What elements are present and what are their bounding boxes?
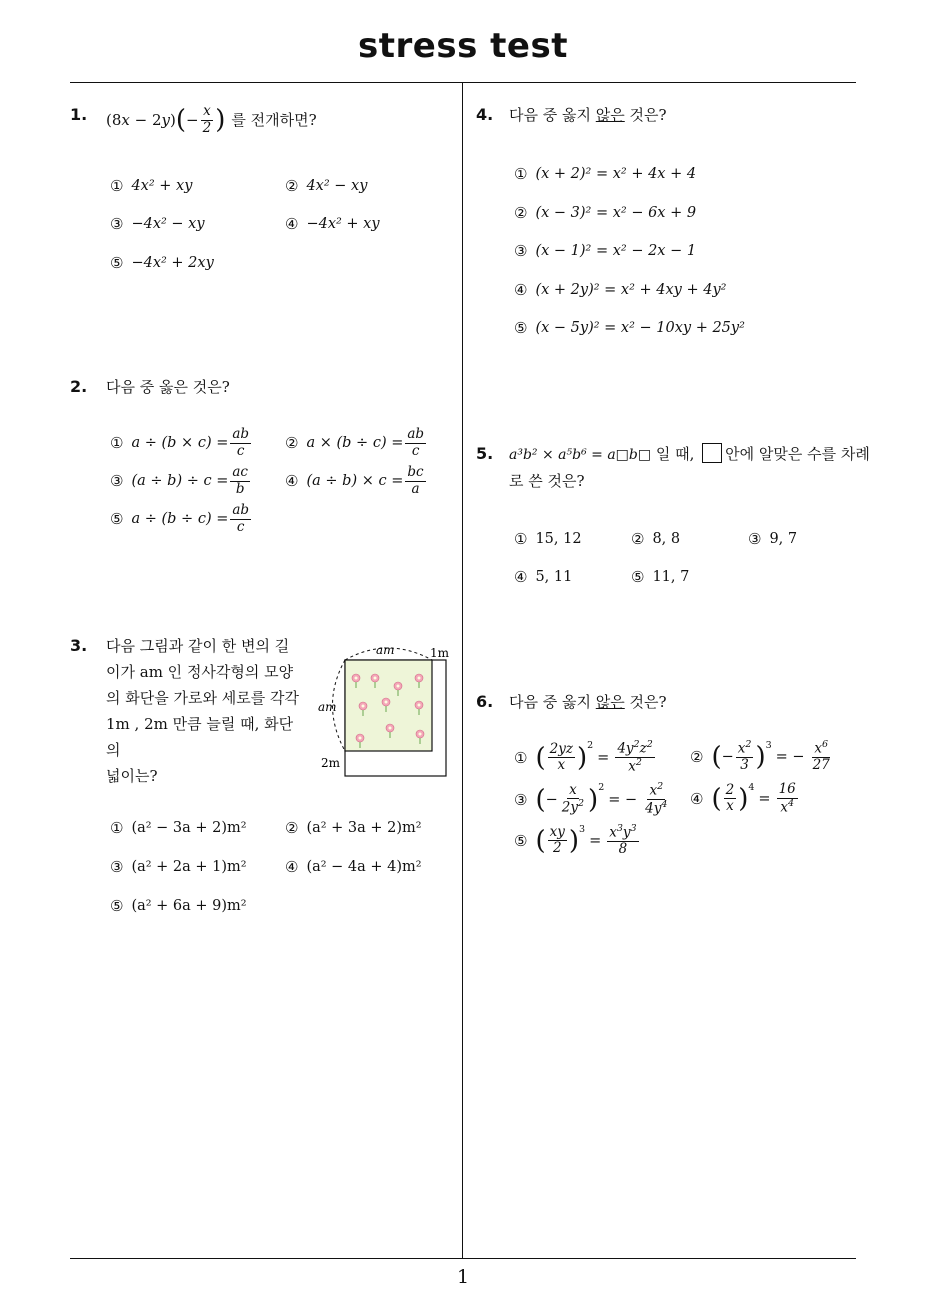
- option[interactable]: ② a × (b ÷ c) = $\frac{ab}{c}$: [285, 426, 425, 459]
- column-divider: [462, 83, 463, 1258]
- bottom-rule: [70, 1258, 856, 1259]
- question-number: 3.: [70, 636, 88, 655]
- label-right: 1m: [430, 646, 450, 660]
- option[interactable]: ① (a² − 3a + 2)m²: [110, 819, 247, 837]
- option[interactable]: ⑤ (x − 5y)² = x² − 10xy + 25y²: [514, 319, 745, 337]
- option[interactable]: ④ −4x² + xy: [285, 215, 380, 233]
- label-bottom-left: 2m: [321, 756, 341, 770]
- prompt-text: 를 전개하면?: [231, 111, 317, 130]
- option[interactable]: ① ( $\frac{2yz}{x}$ ) $^2$ = $\frac{4y^2z^2}{x^2}$: [514, 739, 653, 775]
- page-number: 1: [456, 1266, 470, 1288]
- option[interactable]: ⑤ 11, 7: [631, 568, 690, 586]
- option[interactable]: ⑤ (a² + 6a + 9)m²: [110, 897, 247, 915]
- question-prompt: 다음 중 옳은 것은?: [106, 378, 230, 396]
- blank-box: [702, 443, 722, 463]
- option[interactable]: ① (x + 2)² = x² + 4x + 4: [514, 165, 697, 183]
- option[interactable]: ③ ( − $\frac{x}{2y^2}$ ) $^2$ = − $\frac{x^2}{4y^4}$: [514, 781, 668, 817]
- option[interactable]: ③ −4x² − xy: [110, 215, 205, 233]
- option[interactable]: ② (a² + 3a + 2)m²: [285, 819, 422, 837]
- question-prompt: 다음 중 옳지 않은 것은?: [509, 693, 667, 711]
- option[interactable]: ④ (x + 2y)² = x² + 4xy + 4y²: [514, 281, 727, 299]
- option[interactable]: ③ (a² + 2a + 1)m²: [110, 858, 247, 876]
- option[interactable]: ② (x − 3)² = x² − 6x + 9: [514, 204, 697, 222]
- label-left: am: [318, 700, 337, 714]
- option[interactable]: ⑤ a ÷ (b ÷ c) = $\frac{ab}{c}$: [110, 502, 250, 535]
- option[interactable]: ② ( − $\frac{x^2}{3}$ ) $^3$ = − $\frac{x^6}{27}$: [690, 739, 830, 774]
- question-number: 6.: [476, 692, 494, 711]
- question-prompt: 다음 중 옳지 않은 것은?: [509, 106, 667, 124]
- option[interactable]: ⑤ −4x² + 2xy: [110, 254, 214, 272]
- question-number: 2.: [70, 377, 88, 396]
- option[interactable]: ⑤ ( $\frac{xy}{2}$ ) $^3$ = $\frac{x^3y^3}{8}$: [514, 823, 637, 858]
- option[interactable]: ① 15, 12: [514, 530, 582, 548]
- top-rule: [70, 82, 856, 83]
- option[interactable]: ④ (a² − 4a + 4)m²: [285, 858, 422, 876]
- question-number: 1.: [70, 105, 88, 124]
- option[interactable]: ④ 5, 11: [514, 568, 573, 586]
- option[interactable]: ④ ( $\frac{2}{x}$ ) $^4$ = $\frac{16}{x^4}$: [690, 781, 796, 816]
- option[interactable]: ④ (a ÷ b) × c = $\frac{bc}{a}$: [285, 464, 424, 497]
- option[interactable]: ① 4x² + xy: [110, 177, 193, 195]
- question-prompt: 다음 그림과 같이 한 변의 길 이가 am 인 정사각형의 모양 의 화단을 가로와 세로를 각각 1m , 2m 만큼 늘릴 때, 화단의 넓이는?: [106, 637, 299, 785]
- question-prompt: (8x − 2y) ( − $\frac{x}{2}$ ) 를 전개하면?: [106, 103, 317, 136]
- option[interactable]: ③ (x − 1)² = x² − 2x − 1: [514, 242, 697, 260]
- option[interactable]: ③ 9, 7: [748, 530, 798, 548]
- question-prompt: a³b² × a⁵b⁶ = a□b□ 일 때, 안에 알맞은 수를 차례 로 쓴 것은?: [509, 445, 870, 490]
- question-number: 4.: [476, 105, 494, 124]
- garden-figure: [312, 640, 454, 782]
- option[interactable]: ① a ÷ (b × c) = $\frac{ab}{c}$: [110, 426, 250, 459]
- page-title: stress test: [358, 26, 568, 66]
- option[interactable]: ② 8, 8: [631, 530, 681, 548]
- option[interactable]: ② 4x² − xy: [285, 177, 368, 195]
- question-number: 5.: [476, 444, 494, 463]
- label-top: am: [376, 643, 395, 657]
- option[interactable]: ③ (a ÷ b) ÷ c = $\frac{ac}{b}$: [110, 464, 248, 497]
